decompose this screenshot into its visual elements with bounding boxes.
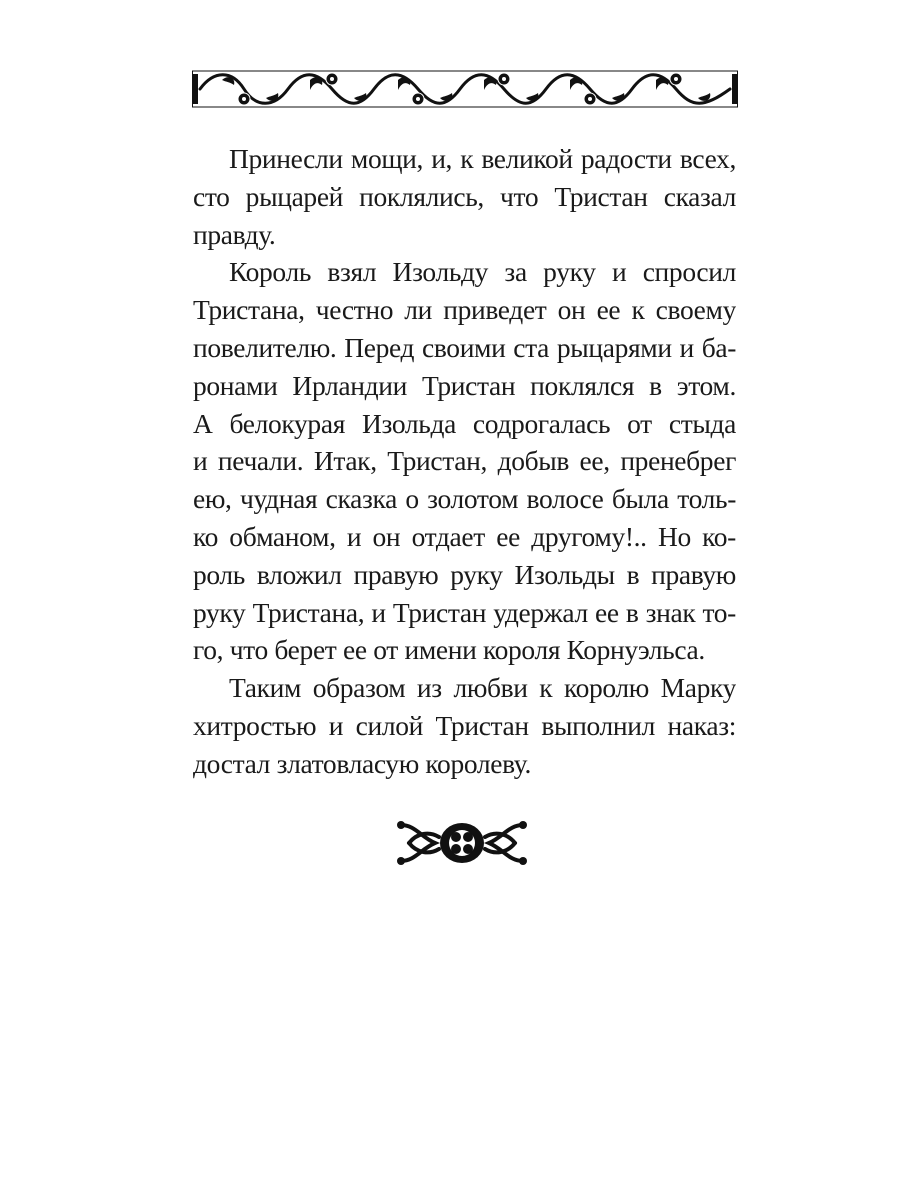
paragraph — [193, 253, 736, 669]
top-ornament-border — [192, 68, 738, 110]
body-text — [193, 140, 736, 783]
end-ornament-vignette — [395, 815, 529, 871]
text-line: повелителю. Перед своими ста рыцарями и ба- — [193, 331, 736, 363]
text-line: и печали. Итак, Тристан, добыв ее, пренебрег — [193, 445, 736, 477]
text-line: Таким образом из любви к королю Марку — [229, 672, 736, 704]
text-line: А белокурая Изольда содрогалась от стыда — [193, 407, 736, 439]
text-line: достал златовласую королеву. — [193, 747, 531, 779]
text-line: Принесли мощи, и, к великой радости всех, — [229, 143, 736, 174]
text-line: правду. — [193, 218, 276, 250]
text-line: ею, чудная сказка о золотом волосе была толь- — [193, 483, 736, 515]
text-line: Король взял Изольду за руку и спросил — [229, 256, 736, 288]
text-line: сто рыцарей поклялись, что Тристан сказал — [193, 180, 736, 212]
text-line: хитростью и силой Тристан выполнил наказ: — [193, 709, 736, 741]
text-line: роль вложил правую руку Изольды в правую — [193, 558, 736, 590]
text-line: руку Тристана, и Тристан удержал ее в знак то- — [193, 596, 736, 628]
text-line: го, что берет ее от имени короля Корнуэльса. — [193, 634, 705, 666]
paragraph — [193, 669, 736, 782]
paragraph — [193, 140, 736, 253]
text-line: Тристана, честно ли приведет он ее к своему — [193, 294, 736, 326]
text-line: ко обманом, и он отдает ее другому!.. Но ко- — [193, 520, 736, 552]
text-line: ронами Ирландии Тристан поклялся в этом. — [193, 369, 736, 401]
